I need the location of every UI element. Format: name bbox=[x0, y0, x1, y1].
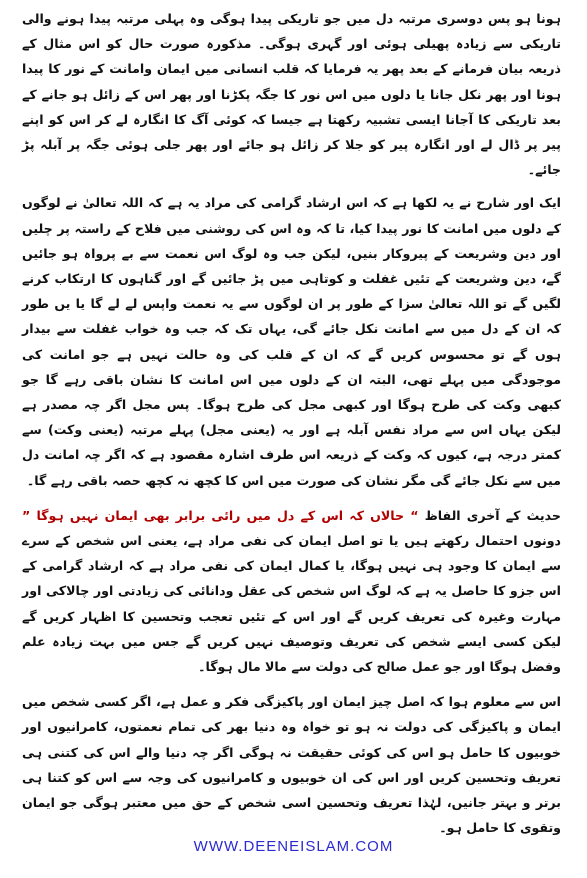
hadith-quote: “ حالاں کہ اس کے دل میں رائی برابر بھی ایمان نہیں ہوگا ” bbox=[22, 507, 419, 523]
paragraph-4: اس سے معلوم ہوا کہ اصل چیز ایمان اور پاکیزگی فکر و عمل ہے، اگر کسی شخص میں ایمان و پاکیزگی کی دولت نہ ہو تو خواہ وہ دنیا بھر کی تمام نعمتوں، کامرانیوں اور خوبیوں کا حامل ہو اس کی کوئی حقیقت نہ ہوگی اگر چہ دنیا والے اس کی کتنی ہی تعریف وتحسین کریں اور اس کی ان خوبیوں و کامرانیوں کی وجہ سے اس کو کتنا ہی برتر و بہتر جانیں، لہٰذا تعریف وتحسین اسی شخص کے حق میں معتبر ہوگی جو ایمان وتقوی کا حامل ہو۔ bbox=[22, 694, 561, 836]
hadith-intro-text: حدیث کے آخری الفاظ bbox=[424, 507, 561, 523]
paragraph-1: ہونا ہو پس دوسری مرتبہ دل میں جو تاریکی پیدا ہوگی وہ پہلی مرتبہ پیدا ہونے والی تاریکی سے زیادہ پھیلی ہوئی اور گہری ہوگی۔ مذکورہ صورت حال کو اس مثال کے ذریعہ بیان فرمانے کے بعد پھر یہ فرمایا کہ قلب انسانی میں ایمان وامانت کے نور کا پیدا ہونا اور پھر نکل جانا یا دلوں میں اس نور کا جگہ پکڑنا اور پھر اس کے زائل ہو جانے کے بعد تاریکی کا آجانا ایسی تشبیہ رکھتا ہے جیسا کہ کوئی آگ کا انگارہ لے کر اس کو اپنے پیر پر ڈال لے اور انگارہ پیر کو جلا کر زائل ہو جائے اور پھر جلی ہوئی جگہ پر آبلہ پڑ جائے۔ bbox=[22, 11, 561, 178]
website-footer-link[interactable]: WWW.DEENEISLAM.COM bbox=[193, 838, 394, 855]
paragraph-3 bbox=[22, 503, 561, 679]
paragraph-2: ایک اور شارح نے یہ لکھا ہے کہ اس ارشاد گرامی کی مراد یہ ہے کہ اللہ تعالیٰ نے لوگوں کے دلوں میں امانت کا نور پیدا کیا، تا کہ وہ اس کی روشنی میں فلاح کے راستہ پر چلیں اور دین وشریعت کے پیروکار بنیں، لیکن جب وہ لوگ اس نعمت سے بے پرواہ ہو جائیں گے، دین وشریعت کے تئیں غفلت و کوتاہی میں پڑ جائیں گے اور گناہوں کا ارتکاب کرنے لگیں گے تو اللہ تعالیٰ سزا کے طور پر ان لوگوں سے یہ نعمت واپس لے لے گا یا یں طور کہ ان کے دل میں سے امانت نکل جائے گی، یہاں تک کہ جب وہ خواب غفلت سے بیدار ہوں گے تو محسوس کریں گے کہ ان کے قلب کی وہ حالت نہیں ہے جو امانت کی موجودگی میں پہلے تھی، البتہ ان کے دلوں میں اس امانت کا نشان باقی رہے گا جو کبھی وکت کی طرح ہوگا اور کبھی مجل کی طرح ہوگا۔ پس مجل اگر چہ مصدر ہے لیکن یہاں اس سے مراد نفس آبلہ ہے اور یہ (یعنی مجل) پہلے مرتبہ (یعنی وکت) سے کمتر درجہ ہے، کیوں کہ وکت کے ذریعہ اس طرف اشارہ مقصود ہے کہ اگر چہ امانت دل میں سے نکل جائے گی مگر نشان کی صورت میں اس کا کچھ نہ کچھ حصہ باقی رہے گا۔ bbox=[22, 195, 561, 488]
paragraph-3-body: دونوں احتمال رکھتے ہیں یا تو اصل ایمان کی نفی مراد ہے، یعنی اس شخص کے سرے سے ایمان کا وجود ہی نہیں ہوگا، یا کمال ایمان کی نفی مراد ہے کہ ارشاد گرامی کے اس جزو کا حاصل یہ ہے کہ لوگ اس شخص کی عقل ودانائی کی زیادتی اور چالاکی اور مہارت وغیرہ کی تعریف کریں گے اور اس کے تئیں تعجب وتحسین کا اظہار کریں گے لیکن کسی ایسے شخص کی تعریف وتوصیف نہیں کریں گے جس میں بہت زیادہ علم وفضل ہوگا اور جو عمل صالح کی دولت سے مالا مال ہوگا۔ bbox=[22, 533, 561, 675]
